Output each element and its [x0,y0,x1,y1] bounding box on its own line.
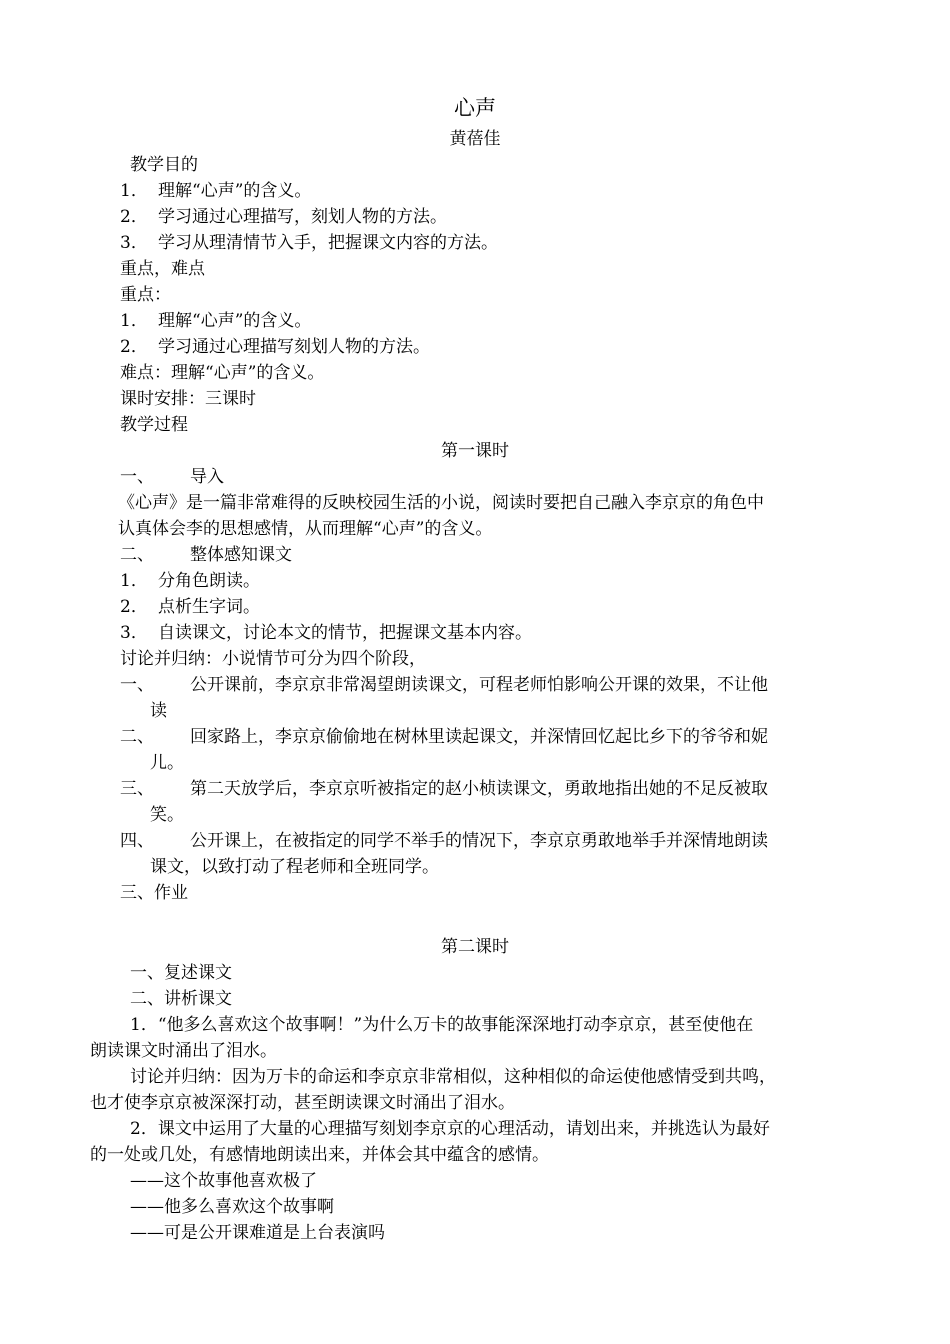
paragraph-line: 《心声》是一篇非常难得的反映校园生活的小说，阅读时要把自己融入李京京的角色中 [118,493,764,513]
step-item: 2． 点析生字词。 [120,597,260,617]
quote-line: ——这个故事他喜欢极了 [130,1171,317,1191]
step-item: 1． 分角色朗读。 [120,571,260,591]
stage-item-continued: 课文，以致打动了程老师和全班同学。 [150,857,439,877]
schedule-text: 课时安排：三课时 [120,389,256,409]
stage-item-continued: 笑。 [150,805,184,825]
step-item: 3． 自读课文，讨论本文的情节，把握课文基本内容。 [120,623,532,643]
paragraph-line: 的一处或几处，有感情地朗读出来，并体会其中蕴含的感情。 [90,1145,549,1165]
stage-item-continued: 读 [150,701,167,721]
key-point-item: 2． 学习通过心理描写刻划人物的方法。 [120,337,430,357]
objectives-heading: 教学目的 [130,155,198,175]
stage-item: 三、 第二天放学后，李京京听被指定的赵小桢读课文，勇敢地指出她的不足反被取 [120,779,768,799]
key-points-heading: 重点： [120,285,171,305]
stage-item: 一、 公开课前，李京京非常渴望朗读课文，可程老师怕影响公开课的效果，不让他 [120,675,768,695]
paragraph-line: 朗读课文时涌出了泪水。 [90,1041,277,1061]
objective-item: 2． 学习通过心理描写，刻划人物的方法。 [120,207,447,227]
quote-line: ——可是公开课难道是上台表演吗 [130,1223,385,1243]
focus-heading: 重点，难点 [120,259,205,279]
objective-item: 3． 学习从理清情节入手，把握课文内容的方法。 [120,233,498,253]
paragraph-line: 讨论并归纳：因为万卡的命运和李京京非常相似，这种相似的命运使他感情受到共鸣， [130,1067,776,1087]
stage-item: 二、 回家路上，李京京偷偷地在树林里读起课文，并深情回忆起比乡下的爷爷和妮 [120,727,768,747]
author: 黄蓓佳 [449,129,501,149]
objective-item: 1． 理解“心声”的含义。 [120,181,312,201]
document-title: 心声 [454,96,496,120]
section-perceive: 二、 整体感知课文 [120,545,292,565]
summary-text: 讨论并归纳：小说情节可分为四个阶段， [120,649,426,669]
difficulty-text: 难点：理解“心声”的含义。 [120,363,325,383]
paragraph-line: 2．课文中运用了大量的心理描写刻划李京京的心理活动，请划出来，并挑选认为最好 [130,1119,770,1139]
lesson1-heading: 第一课时 [441,441,509,461]
stage-item-continued: 儿。 [150,753,184,773]
homework-heading: 三、作业 [120,883,188,903]
retell-heading: 一、复述课文 [130,963,232,983]
paragraph-line: 认真体会李的思想感情，从而理解“心声”的含义。 [118,519,493,539]
section-intro: 一、 导入 [120,467,224,487]
key-point-item: 1． 理解“心声”的含义。 [120,311,312,331]
quote-line: ——他多么喜欢这个故事啊 [130,1197,334,1217]
process-heading: 教学过程 [120,415,188,435]
paragraph-line: 也才使李京京被深深打动，甚至朗读课文时涌出了泪水。 [90,1093,515,1113]
analyze-heading: 二、讲析课文 [130,989,232,1009]
paragraph-line: 1．“他多么喜欢这个故事啊！”为什么万卡的故事能深深地打动李京京，甚至使他在 [130,1015,754,1035]
stage-item: 四、 公开课上，在被指定的同学不举手的情况下，李京京勇敢地举手并深情地朗读 [120,831,768,851]
lesson2-heading: 第二课时 [441,937,509,957]
